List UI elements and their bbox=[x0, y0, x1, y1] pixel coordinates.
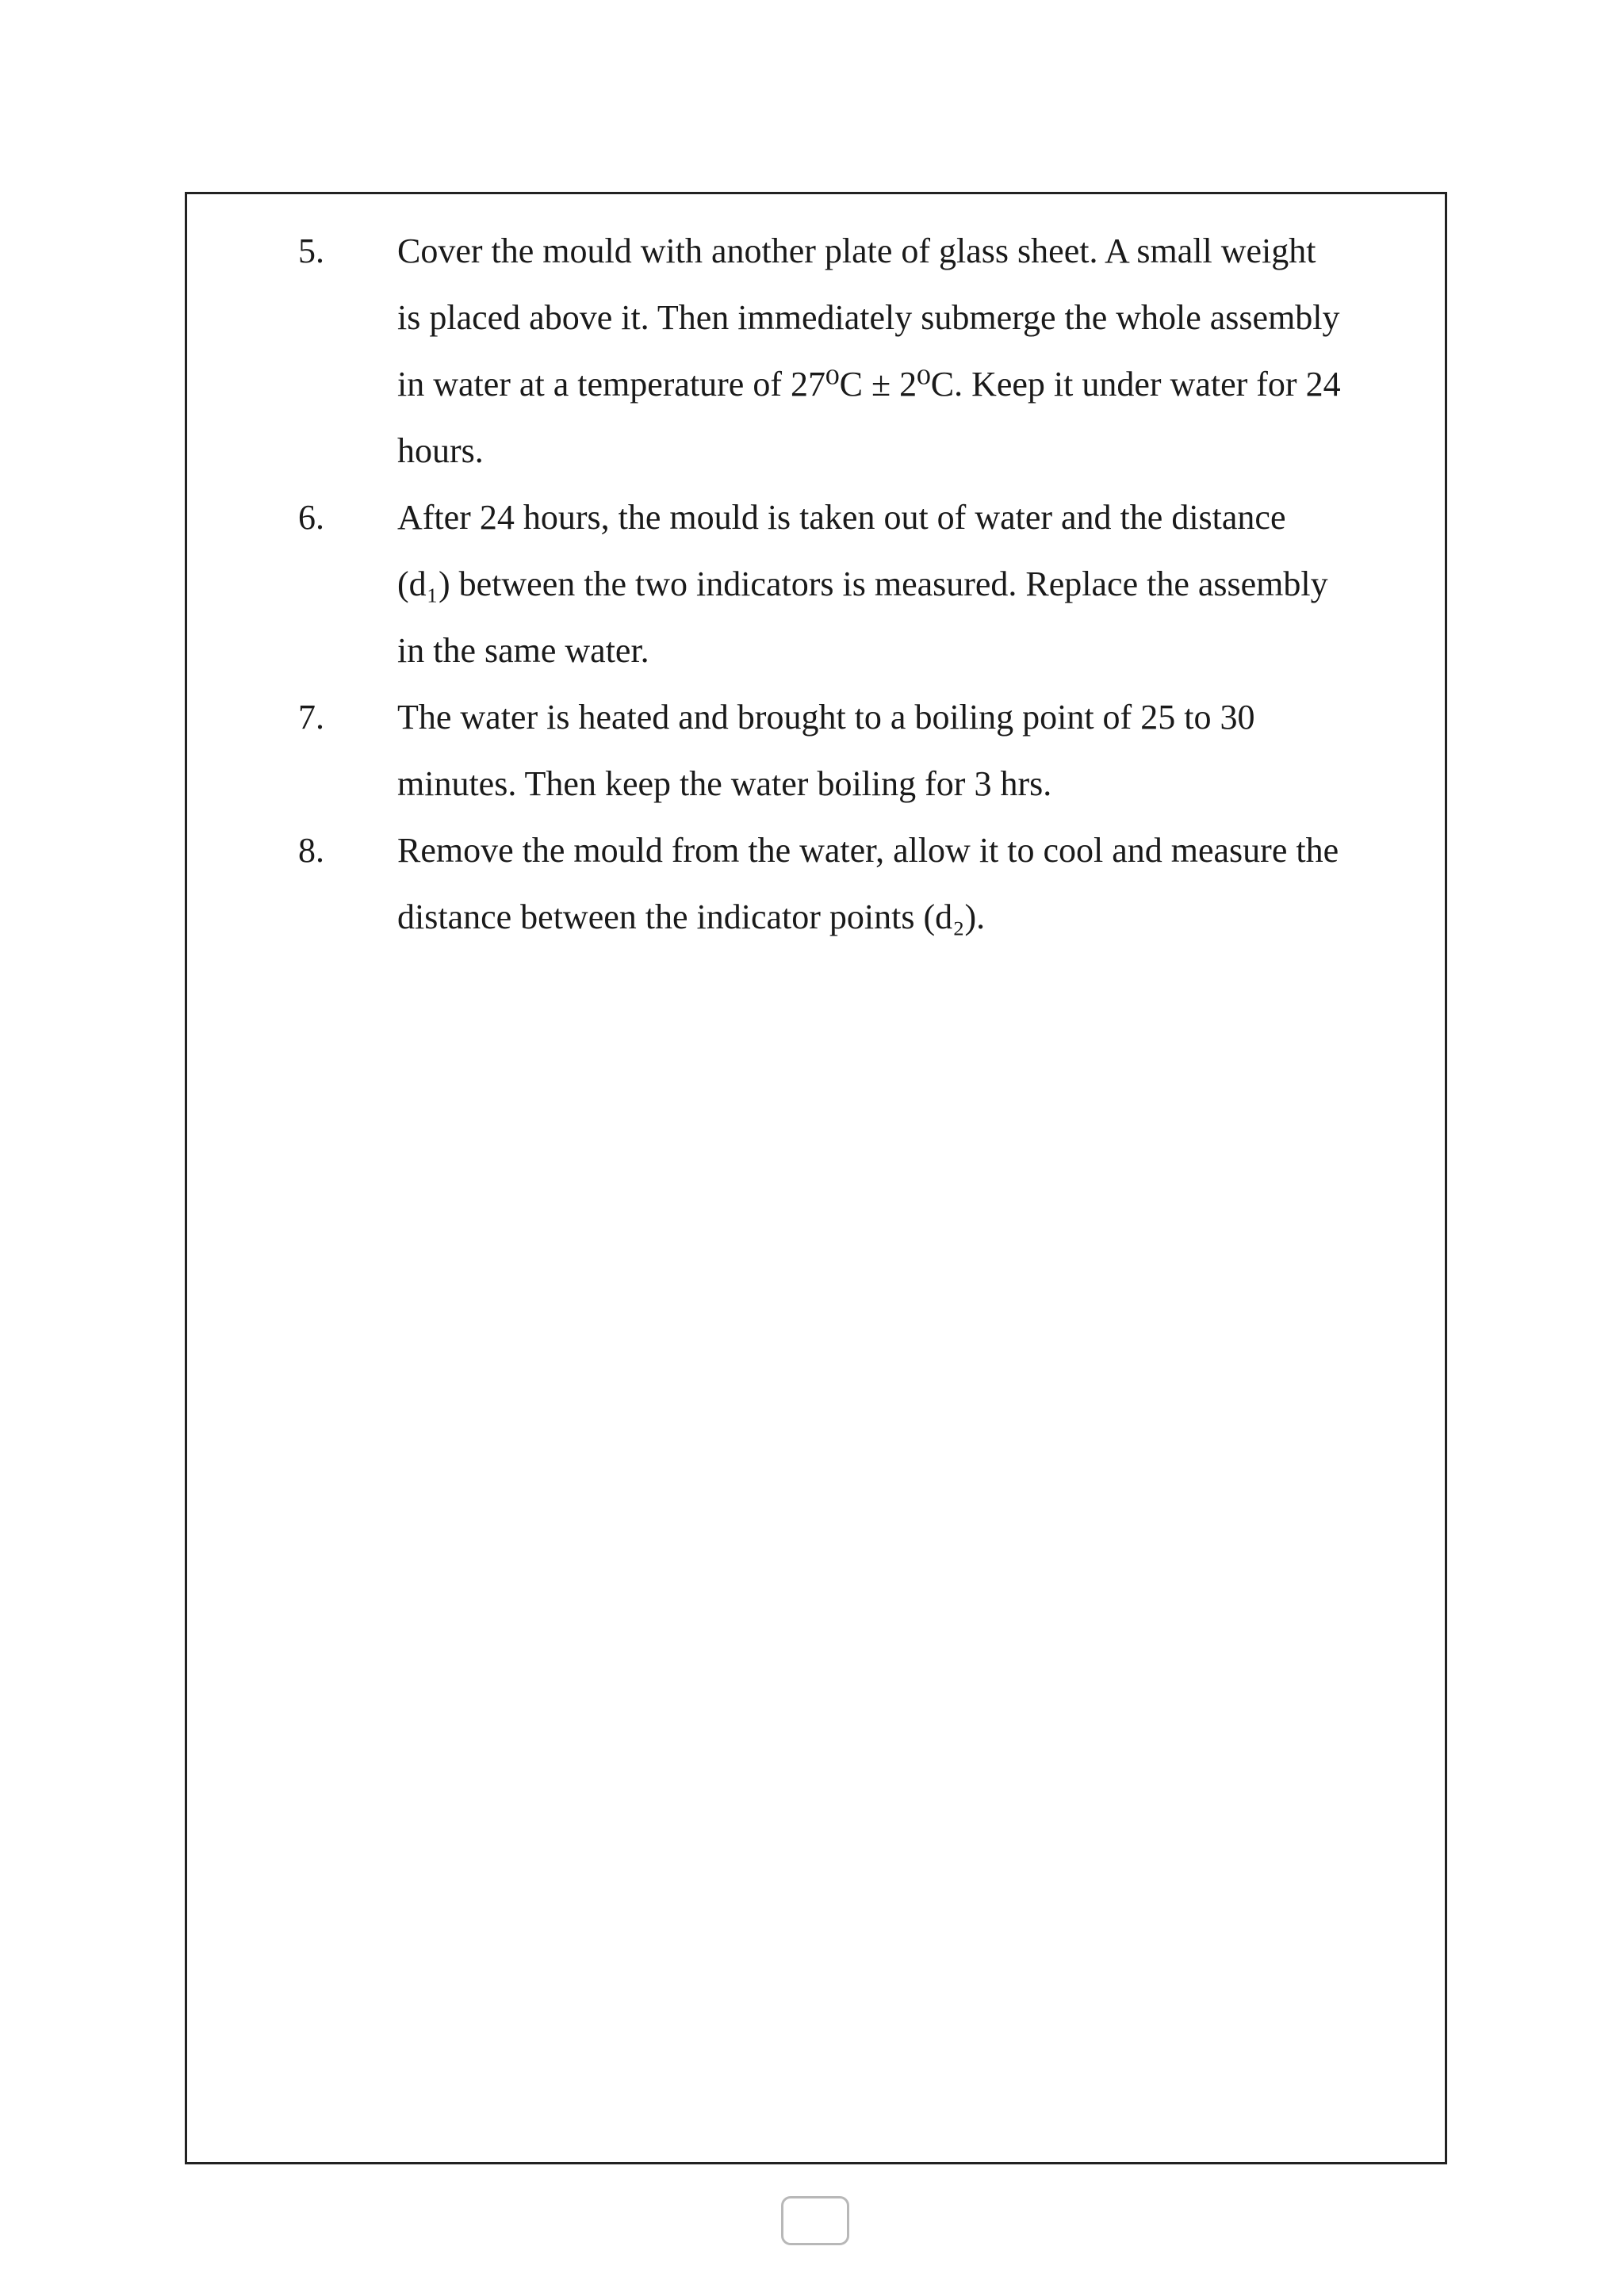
page-number-box bbox=[781, 2196, 849, 2245]
step-line: distance between the indicator points (d₂). bbox=[397, 897, 986, 936]
page-frame bbox=[185, 192, 1447, 2164]
step-text bbox=[397, 684, 1436, 817]
step-number: 7. bbox=[298, 698, 324, 737]
step-line: After 24 hours, the mould is taken out of water and the distance bbox=[397, 498, 1286, 537]
step-line: minutes. Then keep the water boiling for 3 hrs. bbox=[397, 764, 1052, 803]
step-line: hours. bbox=[397, 431, 484, 470]
step-line: The water is heated and brought to a boiling point of 25 to 30 bbox=[397, 698, 1255, 737]
step-line: Remove the mould from the water, allow it to cool and measure the bbox=[397, 831, 1339, 870]
step-text bbox=[397, 817, 1436, 951]
step-line: (d₁) between the two indicators is measured. Replace the assembly bbox=[397, 564, 1328, 603]
step-number: 6. bbox=[298, 498, 324, 537]
step-text bbox=[397, 218, 1436, 484]
step-line: Cover the mould with another plate of glass sheet. A small weight bbox=[397, 232, 1316, 270]
step-line: in the same water. bbox=[397, 631, 649, 670]
step-number: 8. bbox=[298, 831, 324, 870]
step-line: in water at a temperature of 27⁰C ± 2⁰C. Keep it under water for 24 bbox=[397, 365, 1341, 404]
step-text bbox=[397, 484, 1436, 684]
step-line: is placed above it. Then immediately submerge the whole assembly bbox=[397, 298, 1340, 337]
step-number: 5. bbox=[298, 232, 324, 270]
